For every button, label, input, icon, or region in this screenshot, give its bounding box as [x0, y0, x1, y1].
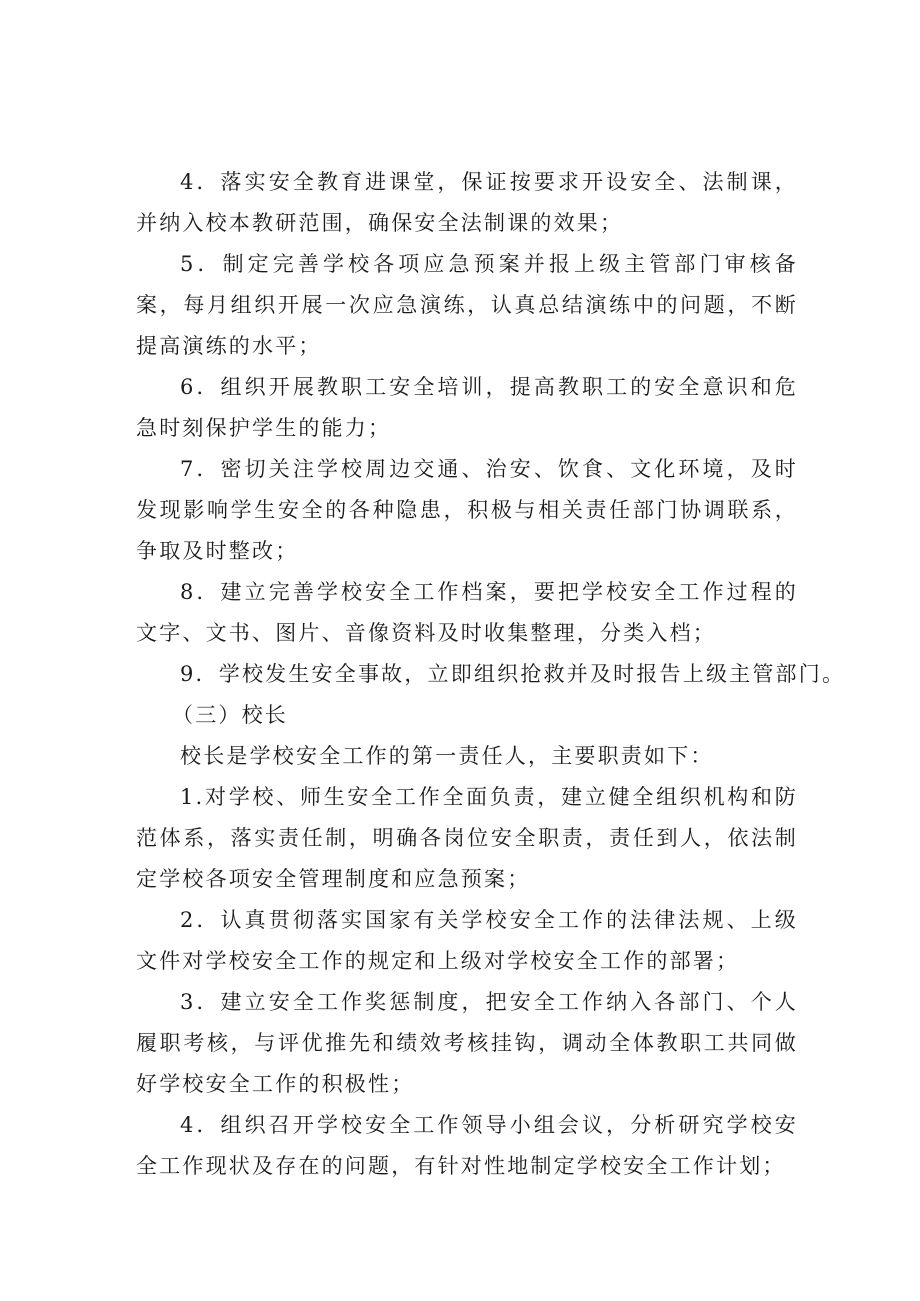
duty-item-7: 7．密切关注学校周边交通、治安、饮食、文化环境，及时发现影响学生安全的各种隐患，积极与相关责任部门协调联系，争取及时整改； [136, 457, 798, 563]
principal-duty-item-3: 3．建立安全工作奖惩制度，把安全工作纳入各部门、个人履职考核，与评优推先和绩效考核挂钩，调动全体教职工共同做好学校安全工作的积极性； [136, 990, 798, 1096]
duty-item-9: 9．学校发生安全事故，立即组织抢救并及时报告上级主管部门。 [180, 662, 846, 686]
duty-item-8: 8．建立完善学校安全工作档案，要把学校安全工作过程的文字、文书、图片、音像资料及时收集整理，分类入档； [136, 580, 798, 645]
principal-duty-item-2: 2．认真贯彻落实国家有关学校安全工作的法律法规、上级文件对学校安全工作的规定和上级对学校安全工作的部署； [136, 908, 798, 973]
principal-duty-item-4: 4．组织召开学校安全工作领导小组会议，分析研究学校安全工作现状及存在的问题，有针对性地制定学校安全工作计划； [136, 1113, 798, 1178]
duty-item-6: 6．组织开展教职工安全培训，提高教职工的安全意识和危急时刻保护学生的能力； [136, 375, 798, 440]
principal-duty-item-1: 1.对学校、师生安全工作全面负责，建立健全组织机构和防范体系，落实责任制，明确各岗位安全职责，责任到人，依法制定学校各项安全管理制度和应急预案； [136, 785, 798, 891]
duty-item-5: 5．制定完善学校各项应急预案并报上级主管部门审核备案，每月组织开展一次应急演练，认真总结演练中的问题，不断提高演练的水平； [136, 252, 798, 358]
section-intro: 校长是学校安全工作的第一责任人，主要职责如下： [180, 744, 714, 768]
document-page [136, 162, 846, 1187]
section-heading: （三）校长 [172, 703, 288, 727]
duty-item-4: 4．落实安全教育进课堂，保证按要求开设安全、法制课，并纳入校本教研范围，确保安全法制课的效果； [136, 170, 798, 235]
